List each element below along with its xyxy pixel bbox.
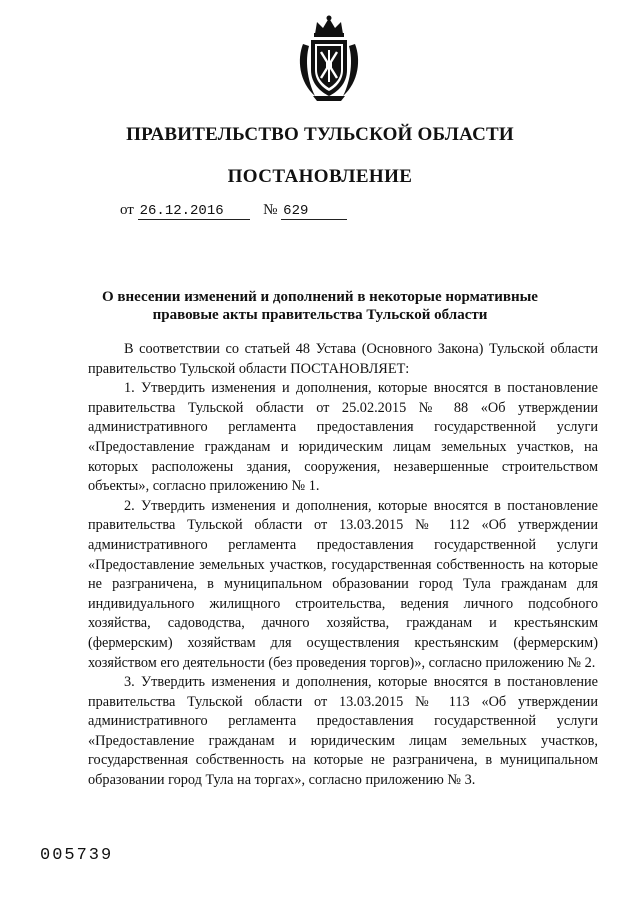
subject-line: О внесении изменений и дополнений в некоторые нормативные [102,289,538,305]
document-body [88,340,598,791]
date-label: от [120,202,134,218]
document-date: 26.12.2016 [138,203,250,220]
resolution-item-3: 3. Утвердить изменения и дополнения, которые вносятся в постановление правительства Тульской области от 13.03.2015 № 113 «Об утверждении административного регламента предоставления государственной услуги «Предоставление гражданам и юридическим лицам земельных участков, государственная собственность на которые не разграничена, в муниципальном образовании город Тула на торгах», согласно приложению № 3. [88,674,598,789]
document-meta [120,202,347,220]
number-label: № [263,202,278,218]
coat-of-arms-icon [293,14,365,104]
preamble-paragraph: В соответствии со статьей 48 Устава (Основного Закона) Тульской области правительство Тульской области ПОСТАНОВЛЯЕТ: [88,341,598,377]
document-type: ПОСТАНОВЛЕНИЕ [227,166,413,187]
government-title: ПРАВИТЕЛЬСТВО ТУЛЬСКОЙ ОБЛАСТИ [126,124,514,145]
resolution-item-2: 2. Утвердить изменения и дополнения, которые вносятся в постановление правительства Тульской области от 13.03.2015 № 112 «Об утверждении административного регламента предоставления государственной услуги «Предоставление земельных участков, государственная собственность на которые не разграничена, в муниципальном образовании город Тула гражданам для индивидуального жилищного строительства, ведения личного подсобного хозяйства, садоводства, дачного хозяйства, гражданам и крестьянским (фермерским) хозяйствам для осуществления крестьянским (фермерским) хозяйством его деятельности (без проведения торгов)», согласно приложению № 2. [88,497,598,671]
document-subject [60,288,580,324]
subject-line: правовые акты правительства Тульской области [152,307,488,323]
document-number: 629 [281,203,347,220]
resolution-item-1: 1. Утвердить изменения и дополнения, которые вносятся в постановление правительства Тульской области от 25.02.2015 № 88 «Об утверждении административного регламента предоставления государственной услуги «Предоставление гражданам и юридическим лицам земельных участков, на которых расположены здания, сооружения, незавершенные строительством объекты», согласно приложению № 1. [88,380,598,495]
serial-number: 005739 [40,846,114,865]
